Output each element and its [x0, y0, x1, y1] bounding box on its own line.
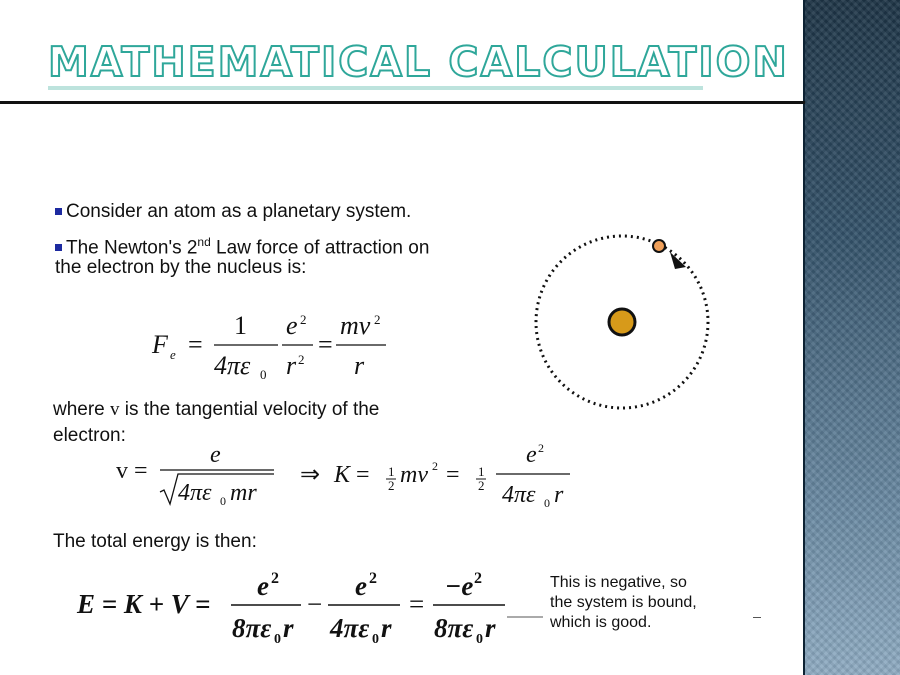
eq2-e2: e: [526, 442, 537, 468]
where-line-2: electron:: [53, 425, 126, 446]
stray-dash: [753, 617, 761, 618]
eq2-v: v: [116, 458, 128, 484]
eq2-zero: 0: [220, 494, 226, 508]
eq3-e2: e: [355, 571, 367, 601]
note-line-1: This is negative, so: [550, 574, 687, 591]
eq2-root-den: 4πε: [178, 480, 212, 506]
bullet-2-sup: nd: [197, 235, 211, 249]
eq2-den-zero: 0: [544, 496, 550, 510]
bullet-square-icon: [55, 208, 62, 215]
bullet-1-text: Consider an atom as a planetary system.: [66, 201, 412, 222]
eq3-e2-exp: 2: [369, 570, 377, 587]
bullet-2-line2: the electron by the nucleus is:: [55, 257, 307, 278]
eq2-e2-exp: 2: [538, 441, 544, 455]
where-rest: is the tangential velocity of the: [119, 399, 380, 420]
total-energy-text: The total energy is then:: [53, 531, 257, 552]
eq3-equals: =: [409, 589, 425, 619]
eq1-v-exp: 2: [374, 312, 381, 327]
eq3-den-1: 8πε: [232, 613, 272, 643]
velocity-kinetic-equation: [112, 440, 592, 510]
eq3-r-3: r: [485, 613, 496, 643]
eq1-r: r: [286, 351, 297, 380]
eq2-mr: mr: [230, 480, 257, 506]
eq3-zero-2: 0: [372, 632, 379, 647]
eq1-F: F: [152, 330, 168, 359]
eq1-F-sub: e: [170, 347, 176, 362]
note-line-3: which is good.: [550, 614, 652, 631]
eq2-mv: mv: [400, 462, 428, 488]
eq3-r-2: r: [381, 613, 392, 643]
eq1-mv: mv: [340, 311, 371, 340]
eq2-equals-2: =: [356, 462, 370, 488]
electron-icon: [653, 240, 665, 252]
eq2-implies: ⇒: [300, 462, 321, 488]
eq1-r-den: r: [354, 351, 365, 380]
eq1-sub-zero: 0: [260, 367, 267, 382]
eq3-minus: −: [307, 589, 323, 619]
eq3-lhs: E = K + V =: [77, 589, 211, 619]
eq2-half2-num: 1: [478, 464, 485, 479]
eq3-e1-exp: 2: [271, 570, 279, 587]
eq3-den-3: 8πε: [434, 613, 474, 643]
eq2-half-num: 1: [388, 464, 395, 479]
eq2-e: e: [210, 442, 221, 468]
eq2-half2-den: 2: [478, 478, 485, 493]
eq2-K: K: [334, 462, 351, 488]
eq1-e: e: [286, 311, 298, 340]
sidebar-decoration: [803, 0, 900, 675]
eq3-r-1: r: [283, 613, 294, 643]
where-text: where: [53, 399, 111, 420]
eq3-neg-e: −e: [445, 571, 474, 601]
bound-note: [550, 573, 740, 633]
slide-title: MATHEMATICAL CALCULATION: [48, 38, 789, 86]
eq2-den-r: r: [554, 482, 564, 508]
eq2-equals-3: =: [446, 462, 460, 488]
eq2-den: 4πε: [502, 482, 536, 508]
title-underline: [48, 86, 703, 90]
bullet-2-text-cont: Law force of attraction on: [210, 237, 430, 259]
bullet-1: [55, 200, 411, 224]
note-line-2: the system is bound,: [550, 594, 697, 611]
where-v: v: [110, 399, 120, 420]
eq3-zero-1: 0: [274, 632, 281, 647]
eq1-equals-2: =: [318, 330, 333, 359]
eq1-denominator: 4πε: [214, 351, 251, 380]
eq2-half-den: 2: [388, 478, 395, 493]
bullet-square-icon: [55, 244, 62, 251]
force-equation: [150, 308, 410, 383]
eq3-neg-e-exp: 2: [474, 570, 482, 587]
eq1-one: 1: [234, 311, 247, 340]
eq1-e-exp: 2: [300, 312, 307, 327]
eq1-equals: =: [188, 330, 203, 359]
eq3-den-2: 4πε: [330, 613, 370, 643]
where-line-1: [53, 398, 379, 422]
eq2-v-exp: 2: [432, 459, 438, 473]
nucleus-icon: [609, 309, 635, 335]
orbit-arrow-icon: [670, 252, 686, 269]
eq3-zero-3: 0: [476, 632, 483, 647]
eq2-equals: =: [134, 458, 148, 484]
total-energy-equation: [75, 565, 545, 647]
eq1-r-exp: 2: [298, 352, 305, 367]
header-rule: [0, 101, 805, 104]
eq3-e1: e: [257, 571, 269, 601]
atom-orbit-diagram: [520, 225, 720, 415]
bullet-2-text: The Newton's 2: [66, 237, 198, 259]
